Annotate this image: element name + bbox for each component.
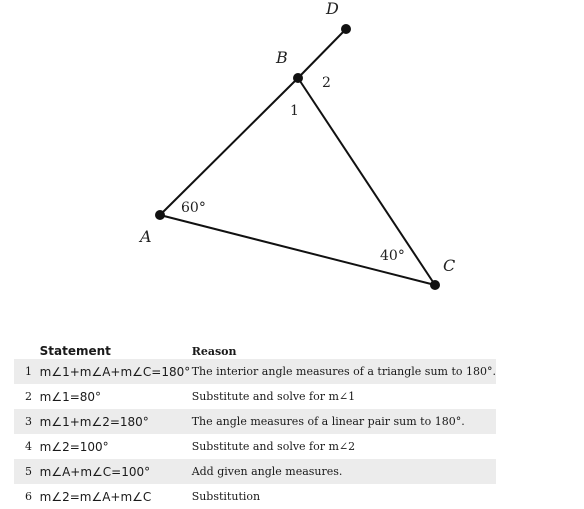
header-reason: Reason — [191, 345, 237, 358]
row-number: 2 — [25, 390, 32, 403]
table-row — [14, 359, 496, 384]
angle-2-label: 2 — [322, 75, 331, 91]
table-row — [14, 434, 496, 459]
header-statement: Statement — [39, 344, 111, 358]
table-row — [14, 409, 496, 434]
proof-table — [14, 341, 496, 509]
label-b: B — [276, 48, 288, 67]
row-reason: The angle measures of a linear pair sum to 180°. — [192, 409, 496, 434]
table-row — [14, 484, 496, 509]
row-number: 5 — [14, 459, 40, 484]
row-reason: Add given angle measures. — [192, 459, 496, 484]
label-c: C — [443, 256, 456, 275]
segment-bc — [298, 78, 435, 285]
point-a-dot — [155, 210, 165, 220]
row-statement: m∠1+m∠A+m∠C=180° — [40, 359, 192, 384]
row-statement: m∠2=m∠A+m∠C — [39, 489, 152, 504]
row-statement: m∠A+m∠C=100° — [40, 459, 192, 484]
angle-a-label: 60° — [181, 200, 206, 216]
angle-1-label: 1 — [290, 103, 299, 119]
angle-c-label: 40° — [380, 248, 405, 264]
row-statement: m∠2=100° — [39, 439, 109, 454]
row-statement: m∠1=80° — [39, 389, 102, 404]
row-reason: Substitution — [191, 490, 261, 503]
point-d-dot — [341, 24, 351, 34]
row-reason: The interior angle measures of a triangle sum to 180°. — [192, 359, 496, 384]
label-a: A — [140, 227, 152, 246]
table-row — [14, 459, 496, 484]
label-d: D — [326, 0, 339, 18]
row-number: 6 — [25, 490, 32, 503]
header-number — [14, 341, 40, 359]
row-number: 1 — [14, 359, 40, 384]
segment-bd — [298, 29, 346, 78]
segment-ab — [160, 78, 298, 215]
point-c-dot — [430, 280, 440, 290]
row-number: 3 — [14, 409, 40, 434]
row-reason: Substitute and solve for m∠1 — [191, 390, 356, 403]
row-number: 4 — [25, 440, 32, 453]
row-reason: Substitute and solve for m∠2 — [191, 440, 356, 453]
row-statement: m∠1+m∠2=180° — [40, 409, 192, 434]
proof-header-row — [14, 341, 496, 359]
table-row — [14, 384, 496, 409]
point-b-dot — [293, 73, 303, 83]
